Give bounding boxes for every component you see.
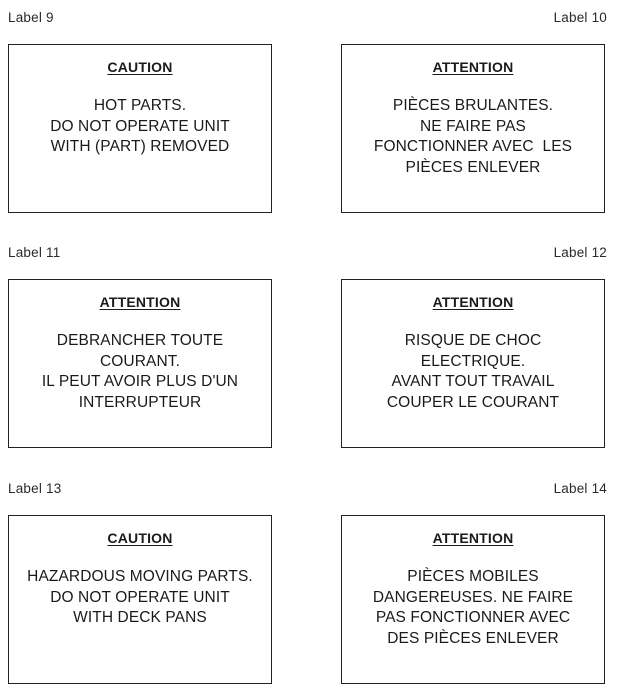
label-11-text [9, 331, 271, 413]
label-10-heading: ATTENTION [432, 59, 514, 75]
label-12-caption: Label 12 [553, 245, 607, 260]
label-14-heading: ATTENTION [432, 530, 514, 546]
label-14-caption: Label 14 [553, 481, 607, 496]
label-9-box [8, 44, 272, 213]
label-9-heading: CAUTION [107, 59, 173, 75]
label-9-caption: Label 9 [8, 10, 54, 25]
label-12-box [341, 279, 605, 448]
label-13-line: HAZARDOUS MOVING PARTS. [27, 568, 253, 585]
label-13-line: DO NOT OPERATE UNIT [50, 588, 230, 606]
label-10-box [341, 44, 605, 213]
label-13-line: WITH DECK PANS [73, 609, 207, 626]
label-12-heading: ATTENTION [432, 294, 514, 310]
label-10-line: FONCTIONNER AVEC LES [373, 138, 573, 155]
label-10-line: PIÈCES BRULANTES. [392, 97, 554, 114]
label-14-line: PIÈCES MOBILES [407, 568, 539, 585]
label-11-caption: Label 11 [8, 245, 61, 260]
label-10-caption: Label 10 [553, 10, 607, 25]
label-13-text [9, 567, 271, 629]
label-9-line: WITH (PART) REMOVED [50, 138, 230, 155]
label-12-line: RISQUE DE CHOC [404, 332, 542, 349]
label-11-line: DEBRANCHER TOUTE [56, 332, 224, 349]
label-11-heading: ATTENTION [99, 294, 181, 310]
label-12-text [342, 331, 604, 413]
label-11-box [8, 279, 272, 448]
label-10-text [342, 96, 604, 178]
label-10-line: NE FAIRE PAS [420, 117, 526, 135]
label-10-line: PIÈCES ENLEVER [405, 158, 541, 176]
label-11-line: COURANT. [99, 352, 181, 370]
label-14-text [342, 567, 604, 649]
label-11-line: INTERRUPTEUR [78, 393, 202, 411]
label-13-heading: CAUTION [107, 530, 173, 546]
label-9-text [9, 96, 271, 158]
label-12-line: COUPER LE COURANT [386, 393, 560, 411]
label-14-line: DES PIÈCES ENLEVER [387, 629, 559, 647]
label-9-line: HOT PARTS. [93, 97, 187, 114]
label-13-caption: Label 13 [8, 481, 62, 496]
label-13-box [8, 515, 272, 684]
label-12-line: AVANT TOUT TRAVAIL [391, 373, 555, 390]
label-9-line: DO NOT OPERATE UNIT [50, 117, 230, 135]
label-14-line: PAS FONCTIONNER AVEC [375, 609, 571, 626]
label-14-box [341, 515, 605, 684]
label-14-line: DANGEREUSES. NE FAIRE [372, 588, 574, 606]
label-11-line: IL PEUT AVOIR PLUS D'UN [41, 373, 239, 390]
label-12-line: ELECTRIQUE. [420, 352, 526, 370]
